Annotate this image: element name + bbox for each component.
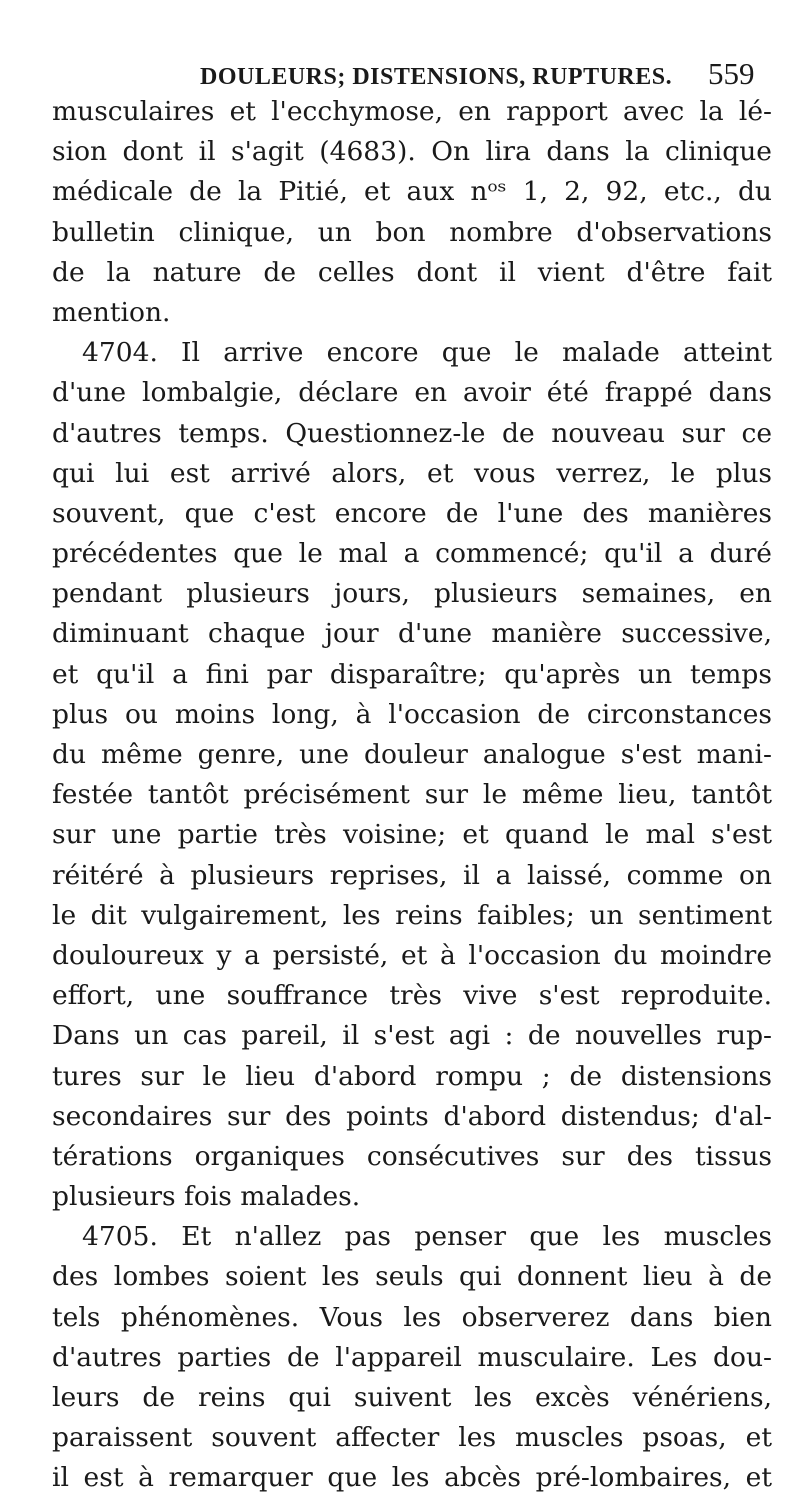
text-line: souvent, que c'est encore de l'une des manières	[52, 497, 772, 529]
text-line: qui lui est arrivé alors, et vous verrez, le plus	[52, 457, 772, 489]
text-line: diminuant chaque jour d'une manière successive,	[52, 618, 772, 650]
text-line: le dit vulgairement, les reins faibles; un sentiment	[52, 899, 772, 931]
text-line: tels phénomènes. Vous les observerez dans bien	[52, 1301, 772, 1333]
text-line: du même genre, une douleur analogue s'est mani-	[52, 739, 772, 770]
text-line: mention.	[52, 296, 171, 328]
text-line: plus ou moins long, à l'occasion de circonstances	[52, 698, 772, 730]
text-line: des lombes soient les seuls qui donnent lieu à de	[52, 1261, 772, 1293]
text-line: leurs de reins qui suivent les excès vénériens,	[52, 1382, 772, 1413]
text-line: térations organiques consécutives sur des tissus	[52, 1140, 772, 1172]
text-line: d'une lombalgie, déclare en avoir été frappé dans	[52, 377, 772, 409]
text-line: secondaires sur des points d'abord distendus; d'al-	[52, 1100, 772, 1132]
text-line: il est à remarquer que les abcès pré-lombaires, et	[52, 1462, 772, 1494]
text-line: médicale de la Pitié, et aux nᵒˢ 1, 2, 92, etc., du	[52, 176, 772, 208]
text-line: d'autres parties de l'appareil musculaire. Les dou-	[52, 1341, 772, 1373]
text-line: douloureux y a persisté, et à l'occasion du moindre	[52, 939, 772, 971]
text-line: plusieurs fois malades.	[52, 1181, 361, 1213]
paragraph-start-4705: 4705. Et n'allez pas penser que les muscles	[82, 1221, 772, 1253]
page-number: 559	[708, 56, 755, 91]
text-line: précédentes que le mal a commencé; qu'il a duré	[52, 538, 772, 570]
text-line: sur une partie très voisine; et quand le mal s'est	[52, 819, 772, 851]
running-header	[0, 52, 800, 92]
text-line: festée tantôt précisément sur le même lieu, tantôt	[52, 779, 772, 811]
body-text	[52, 92, 772, 1499]
text-line: tures sur le lieu d'abord rompu ; de distensions	[52, 1060, 772, 1092]
text-line: Dans un cas pareil, il s'est agi : de nouvelles rup-	[52, 1020, 772, 1052]
text-line: musculaires et l'ecchymose, en rapport avec la lé-	[52, 96, 772, 127]
paragraph-start-4704: 4704. Il arrive encore que le malade atteint	[82, 337, 772, 369]
text-line: de la nature de celles dont il vient d'être fait	[52, 256, 772, 288]
text-line: effort, une souffrance très vive s'est reproduite.	[52, 980, 772, 1012]
text-line: bulletin clinique, un bon nombre d'observations	[52, 216, 772, 248]
text-line: paraissent souvent affecter les muscles psoas, et	[52, 1422, 772, 1454]
text-line: réitéré à plusieurs reprises, il a laissé, comme on	[52, 859, 772, 891]
text-line: et qu'il a fini par disparaître; qu'après un temps	[52, 658, 772, 690]
text-line: d'autres temps. Questionnez-le de nouveau sur ce	[52, 417, 772, 449]
text-line: sion dont il s'agit (4683). On lira dans la clinique	[52, 136, 772, 168]
running-title: DOULEURS; DISTENSIONS, RUPTURES.	[200, 64, 673, 90]
text-line: pendant plusieurs jours, plusieurs semaines, en	[52, 578, 772, 610]
